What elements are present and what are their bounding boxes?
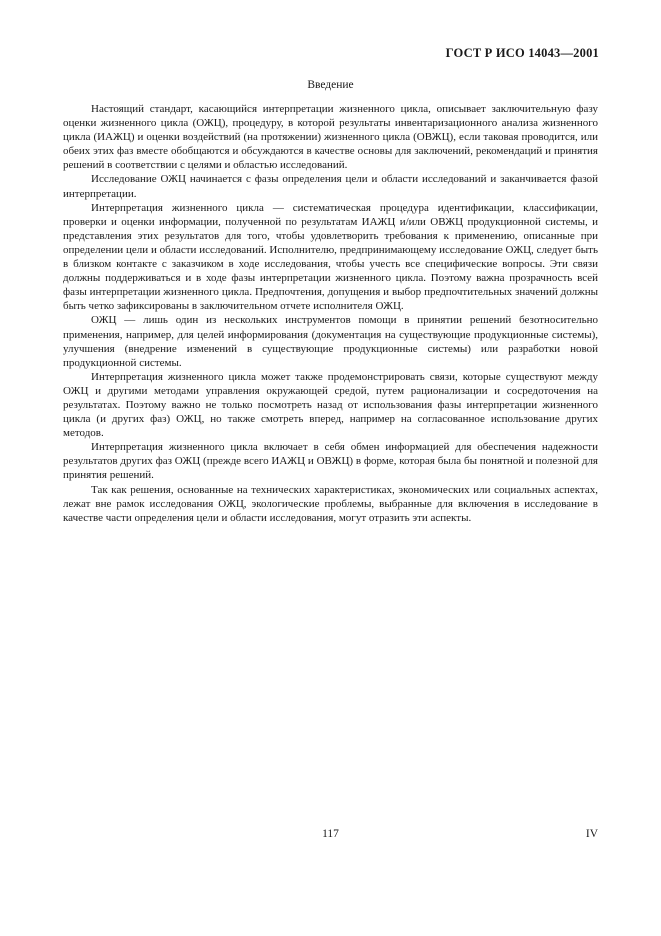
section-title: Введение [307,79,354,91]
paragraph: ОЖЦ — лишь один из нескольких инструментов помощи в принятии решений безотносительно применения, например, для целей информирования (документация на существующие продукционные системы), улучшения (внедрение изменений в существующие продукционные системы) или разработки новой продукционной системы. [63,314,598,369]
document-code-header: ГОСТ Р ИСО 14043—2001 [445,46,599,60]
paragraph: Интерпретация жизненного цикла включает в себя обмен информацией для обеспечения надежности результатов других фаз ОЖЦ (прежде всего ИАЖЦ и ОВЖЦ) в форме, которая была бы понятной и полезной для принятия решений. [63,441,598,482]
paragraph: Исследование ОЖЦ начинается с фазы определения цели и области исследований и заканчивается фазой интерпретации. [63,173,598,200]
roman-page-number: IV [585,828,598,840]
page-number: 117 [322,828,339,840]
paragraph: Интерпретация жизненного цикла может также продемонстрировать связи, которые существуют между ОЖЦ и другими методами управления окружающей средой, путем рационализации и сосредоточения на результатах. Поэтому важно не только посмотреть назад от использования фазы интерпретации жизненного цикла (и других фаз) ОЖЦ, но также смотреть вперед, например на согласованное использование других методов. [63,370,598,440]
paragraph: Интерпретация жизненного цикла — систематическая процедура идентификации, классификации, проверки и оценки информации, полученной по результатам ИАЖЦ и/или ОВЖЦ продукционной системы, и представления этих результатов для того, чтобы удовлетворить требования к применению, описанные при определении цели и области исследований. Исполнителю, предпринимающему исследование ОЖЦ, следует быть в близком контакте с заказчиком в ходе исследования, чтобы учесть все специфические вопросы. Эти связи должны поддерживаться и в ходе фазы интерпретации жизненного цикла. Поэтому важна прозрачность всей фазы интерпретации жизненного цикла. Предпочтения, допущения и выбор предпочтительных значений должны быть четко зафиксированы в заключительном отчете исполнителя ОЖЦ. [63,201,598,313]
paragraph: Так как решения, основанные на технических характеристиках, экономических или социальных аспектах, лежат вне рамок исследования ОЖЦ, экологические проблемы, выбранные для включения в исследование в качестве части определения цели и области исследования, могут отразить эти аспекты. [63,483,598,524]
body-text [63,102,598,525]
paragraph: Настоящий стандарт, касающийся интерпретации жизненного цикла, описывает заключительную фазу оценки жизненного цикла (ОЖЦ), процедуру, в которой результаты инвентаризационного анализа жизненного цикла (ИАЖЦ) и оценки воздействий (на протяжении) жизненного цикла (ОВЖЦ), если таковая проводится, или обеих этих фаз вместе обобщаются и обсуждаются в качестве основы для заключений, рекомендаций и принятия решений в соответствии с целями и областью исследований. [63,103,598,172]
